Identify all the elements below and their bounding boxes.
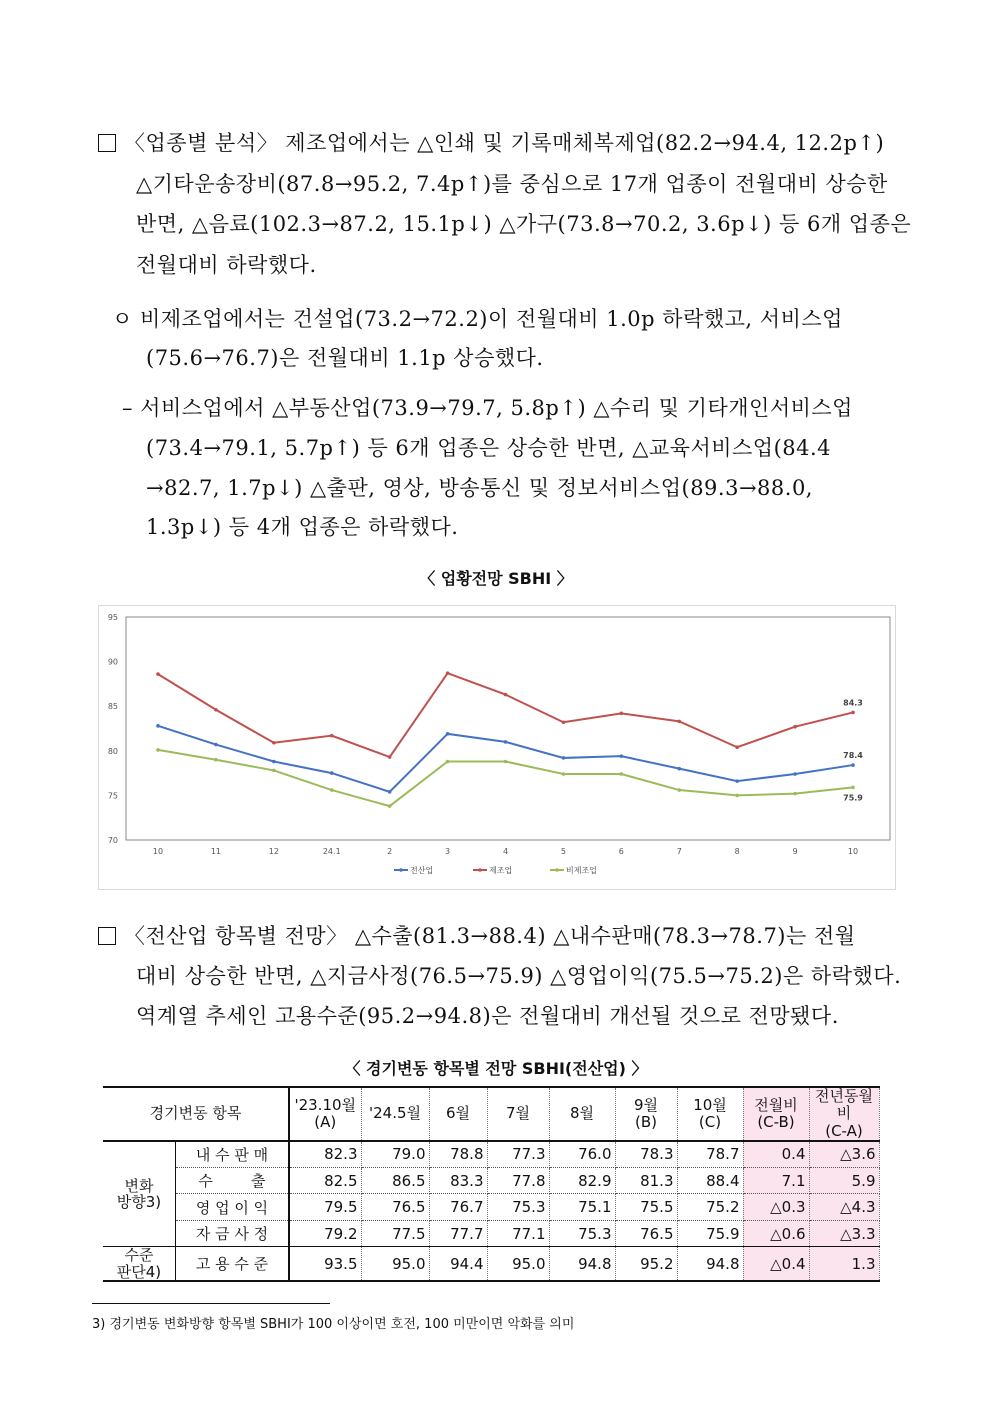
data-point (446, 671, 450, 675)
data-point (388, 804, 392, 808)
data-point (562, 756, 566, 760)
value-cell: 1.3 (809, 1247, 879, 1282)
y-tick-label: 90 (107, 657, 118, 667)
value-cell: 77.7 (429, 1220, 487, 1247)
checkbox-square-icon (98, 927, 116, 945)
value-cell: △3.3 (809, 1220, 879, 1247)
y-tick-label: 85 (107, 702, 118, 712)
x-tick-label: 3 (445, 847, 451, 856)
section3-line-3: →82.7, 1.7p↓) △출판, 영상, 방송통신 및 정보서비스업(89.3→88.0, (146, 476, 813, 500)
y-tick-label: 70 (107, 836, 118, 845)
footnote: 3) 경기변동 변화방향 항목별 SBHI가 100 이상이면 호전, 100 미만이면 악화를 의미 (92, 1317, 575, 1332)
value-cell: 94.4 (429, 1247, 487, 1282)
table-header-cell: '24.5월 (361, 1087, 429, 1141)
end-value-label: 84.3 (843, 698, 863, 708)
value-cell: △0.4 (743, 1247, 809, 1282)
value-cell: 75.3 (549, 1220, 615, 1247)
value-cell: 75.5 (615, 1194, 677, 1221)
value-cell: 83.3 (429, 1167, 487, 1194)
value-cell: 82.9 (549, 1167, 615, 1194)
data-point (677, 788, 681, 792)
data-point (156, 724, 160, 728)
y-tick-label: 75 (107, 791, 118, 801)
value-cell: 78.7 (677, 1141, 743, 1168)
value-cell: 77.1 (487, 1220, 549, 1247)
value-cell: △0.3 (743, 1194, 809, 1221)
x-tick-label: 5 (560, 847, 566, 856)
value-cell: 76.5 (615, 1220, 677, 1247)
group-label-cell: 수준 판단4) (103, 1247, 175, 1282)
data-point (388, 755, 392, 759)
data-point (677, 767, 681, 771)
table-header-cell: 10월 (C) (677, 1087, 743, 1141)
section1-line-4: 전월대비 하락했다. (136, 253, 317, 277)
section3-line-1: – 서비스업에서 △부동산업(73.9→79.7, 5.8p↑) △수리 및 기타개인서비스업 (122, 396, 853, 420)
data-point (735, 794, 739, 798)
section4-line-1: 〈전산업 항목별 전망〉 △수출(81.3→88.4) △내수판매(78.3→78.7)는 전월 (124, 924, 856, 948)
value-cell: 75.9 (677, 1220, 743, 1247)
value-cell: △0.6 (743, 1220, 809, 1247)
end-value-label: 75.9 (843, 793, 863, 803)
y-tick-label: 80 (107, 746, 118, 756)
data-point (446, 732, 450, 736)
section1-line-2: △기타운송장비(87.8→95.2, 7.4p↑)를 중심으로 17개 업종이 전월대비 상승한 (136, 172, 888, 196)
data-point (504, 740, 508, 744)
legend-label: 전산업 (410, 866, 434, 875)
table-header-cell: 6월 (429, 1087, 487, 1141)
data-point (446, 760, 450, 764)
section3-line-4: 1.3p↓) 등 4개 업종은 하락했다. (146, 515, 459, 539)
value-cell: 86.5 (361, 1167, 429, 1194)
x-tick-label: 12 (268, 847, 279, 856)
value-cell: 82.3 (289, 1141, 361, 1168)
table-caption: 〈 경기변동 항목별 전망 SBHI(전산업) 〉 (344, 1059, 648, 1078)
value-cell: 95.2 (615, 1247, 677, 1282)
value-cell: 78.3 (615, 1141, 677, 1168)
value-cell: 7.1 (743, 1167, 809, 1194)
value-cell: 75.3 (487, 1194, 549, 1221)
data-point (851, 786, 855, 790)
end-value-label: 78.4 (843, 751, 863, 761)
group-label-cell: 변화 방향3) (103, 1141, 175, 1247)
value-cell: 82.5 (289, 1167, 361, 1194)
data-point (504, 693, 508, 697)
sbhi-line-chart (98, 605, 896, 890)
item-label-cell: 수 출 (175, 1167, 289, 1194)
item-label-cell: 고 용 수 준 (175, 1247, 289, 1282)
section4-line-3: 역계열 추세인 고용수준(95.2→94.8)은 전월대비 개선될 것으로 전망됐다. (136, 1004, 839, 1028)
legend-marker (555, 868, 559, 872)
data-point (214, 758, 218, 762)
value-cell: 5.9 (809, 1167, 879, 1194)
data-point (272, 769, 276, 773)
table-header-cell: 9월 (B) (615, 1087, 677, 1141)
value-cell: 79.5 (289, 1194, 361, 1221)
data-point (156, 672, 160, 676)
x-tick-label: 8 (734, 847, 740, 856)
value-cell: 76.5 (361, 1194, 429, 1221)
data-point (735, 745, 739, 749)
chart-caption: 〈 업황전망 SBHI 〉 (419, 569, 573, 588)
data-point (388, 790, 392, 794)
x-tick-label: 11 (210, 847, 222, 856)
value-cell: 77.8 (487, 1167, 549, 1194)
table-row (103, 1194, 879, 1221)
data-point (272, 741, 276, 745)
data-point (620, 772, 624, 776)
table-row (103, 1220, 879, 1247)
data-point (677, 720, 681, 724)
section2-line-2: (75.6→76.7)은 전월대비 1.1p 상승했다. (146, 346, 544, 370)
value-cell: 95.0 (361, 1247, 429, 1282)
plot-area (126, 617, 890, 840)
data-point (156, 748, 160, 752)
value-cell: 93.5 (289, 1247, 361, 1282)
data-point (504, 760, 508, 764)
data-point (562, 772, 566, 776)
sbhi-items-table (103, 1086, 880, 1282)
data-point (620, 712, 624, 716)
data-point (793, 725, 797, 729)
footnote-divider (92, 1303, 330, 1304)
legend-label: 제조업 (489, 866, 513, 875)
data-point (851, 763, 855, 767)
x-tick-label: 7 (676, 847, 682, 856)
data-point (562, 720, 566, 724)
data-point (214, 743, 218, 747)
x-tick-label: 2 (387, 847, 393, 856)
data-point (735, 779, 739, 783)
value-cell: 88.4 (677, 1167, 743, 1194)
x-tick-label: 10 (847, 847, 859, 856)
value-cell: 94.8 (677, 1247, 743, 1282)
value-cell: △3.6 (809, 1141, 879, 1168)
table-row (103, 1141, 879, 1168)
value-cell: 77.5 (361, 1220, 429, 1247)
value-cell: 94.8 (549, 1247, 615, 1282)
value-cell: 79.2 (289, 1220, 361, 1247)
section2-line-1: ㅇ 비제조업에서는 건설업(73.2→72.2)이 전월대비 1.0p 하락했고, 서비스업 (112, 307, 843, 331)
data-point (214, 708, 218, 712)
section1-line-3: 반면, △음료(102.3→87.2, 15.1p↓) △가구(73.8→70.2, 3.6p↓) 등 6개 업종은 (136, 212, 912, 236)
section4-line-2: 대비 상승한 반면, △지금사정(76.5→75.9) △영업이익(75.5→75.2)은 하락했다. (136, 964, 902, 988)
value-cell: 76.0 (549, 1141, 615, 1168)
value-cell: 75.2 (677, 1194, 743, 1221)
value-cell: 81.3 (615, 1167, 677, 1194)
section3-line-2: (73.4→79.1, 5.7p↑) 등 6개 업종은 상승한 반면, △교육서비스업(84.4 (146, 436, 832, 460)
data-point (793, 792, 797, 796)
data-point (793, 772, 797, 776)
table-header-cell: 7월 (487, 1087, 549, 1141)
table-header-cell: 8월 (549, 1087, 615, 1141)
data-point (272, 760, 276, 764)
data-point (330, 771, 334, 775)
item-label-cell: 내 수 판 매 (175, 1141, 289, 1168)
x-tick-label: 9 (792, 847, 798, 856)
section1-line-1: 〈업종별 분석〉 제조업에서는 △인쇄 및 기록매체복제업(82.2→94.4, 12.2p↑) (124, 131, 885, 155)
data-point (330, 788, 334, 792)
item-label-cell: 영 업 이 익 (175, 1194, 289, 1221)
value-cell: 78.8 (429, 1141, 487, 1168)
value-cell: 79.0 (361, 1141, 429, 1168)
y-tick-label: 95 (107, 613, 118, 622)
value-cell: 76.7 (429, 1194, 487, 1221)
table-row (103, 1247, 879, 1282)
table-header-cell: 전월비 (C-B) (743, 1087, 809, 1141)
table-header-cell: 전년동월비 (C-A) (809, 1087, 879, 1141)
x-tick-label: 6 (618, 847, 624, 856)
data-point (620, 754, 624, 758)
value-cell: 0.4 (743, 1141, 809, 1168)
legend-marker (399, 868, 403, 872)
table-row (103, 1167, 879, 1194)
data-point (330, 734, 334, 738)
table-header-cell: 경기변동 항목 (103, 1087, 289, 1141)
data-point (851, 711, 855, 715)
value-cell: 75.1 (549, 1194, 615, 1221)
table-header-cell: '23.10월 (A) (289, 1087, 361, 1141)
legend-label: 비제조업 (566, 866, 597, 875)
x-tick-label: 10 (152, 847, 164, 856)
value-cell: 77.3 (487, 1141, 549, 1168)
x-tick-label: 24.1 (322, 847, 341, 856)
legend-marker (478, 868, 482, 872)
x-tick-label: 4 (502, 847, 509, 856)
value-cell: △4.3 (809, 1194, 879, 1221)
value-cell: 95.0 (487, 1247, 549, 1282)
table-header-row (103, 1087, 879, 1141)
checkbox-square-icon (98, 134, 116, 152)
item-label-cell: 자 금 사 정 (175, 1220, 289, 1247)
